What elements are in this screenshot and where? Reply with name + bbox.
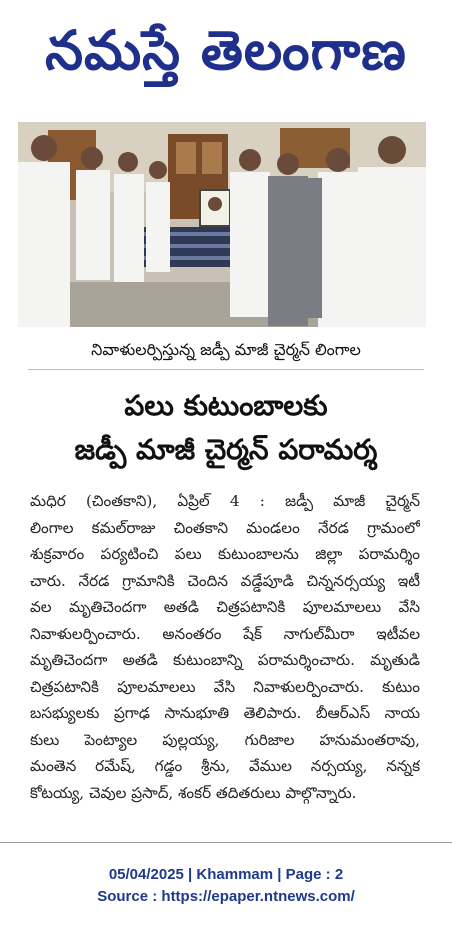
body-line: చిత్రపటానికి పూలమాలలు వేసి నివాళులర్పించారు. కుటుం: [30, 677, 420, 696]
photo-caption: నివాళులర్పిస్తున్న జడ్పీ మాజీ చైర్మన్ లింగాల: [91, 340, 361, 359]
body-line: కోటయ్య, చెవుల ప్రసాద్, శంకర్ తదితరులు పాల్గొన్నారు.: [30, 783, 357, 802]
body-line: మధిర (చింతకాని), ఏప్రిల్ 4 : జడ్పీ మాజీ చైర్మన్: [30, 492, 420, 510]
headline-line-1: పలు కుటుంబాలకు: [124, 389, 328, 422]
edition-info: 05/04/2025 | Khammam | Page : 2: [108, 866, 344, 883]
body-line: బసభ్యులకు ప్రగాఢ సానుభూతి తెలిపారు. బీఆర్‌ఎస్ నాయ: [30, 704, 420, 722]
news-photo-image: [18, 122, 426, 327]
masthead: [0, 0, 452, 112]
body-line: నివాళులర్పించారు. అనంతరం షేక్ నాగుల్‌మీరా ఇటీవల: [30, 624, 420, 643]
source-link[interactable]: Source : https://epaper.ntnews.com/: [97, 888, 355, 905]
article-headline: [0, 384, 452, 472]
body-line: లింగాల కమల్‌రాజు చింతకాని మండలం నేరడ గ్రామంలో: [30, 518, 420, 537]
footer-divider: [0, 842, 452, 843]
body-line: చారు. నేరడ గ్రామానికి చెందిన వడ్డేపూడి చిన్ననర్సయ్య ఇటీ: [30, 571, 420, 590]
body-line: వల మృతిచెందగా అతడి చిత్రపటానికి పూలమాలలు వేసి: [30, 598, 420, 616]
body-line: మృతిచెందగా అతడి కుటుంబాన్ని పరామర్శించారు. మృతుడి: [30, 651, 420, 669]
body-line: మంతెన రమేష్, గడ్డం శ్రీను, వేముల నర్సయ్య, నన్నక: [30, 757, 420, 775]
body-line: శుక్రవారం పర్యటించి పలు కుటుంబాలను జిల్లా పరామర్శిం: [30, 545, 420, 563]
page-footer: [0, 864, 452, 908]
body-line: కులు పెంట్యాల పుల్లయ్య, గురిజాల హనుమంతరావు,: [30, 730, 420, 749]
caption-divider: [28, 369, 424, 370]
newspaper-logo: నమస్తే తెలంగాణ: [45, 19, 407, 82]
news-photo: [18, 122, 426, 327]
article-body: [30, 488, 420, 806]
headline-line-2: జడ్పీ మాజీ చైర్మన్ పరామర్శ: [74, 433, 378, 466]
